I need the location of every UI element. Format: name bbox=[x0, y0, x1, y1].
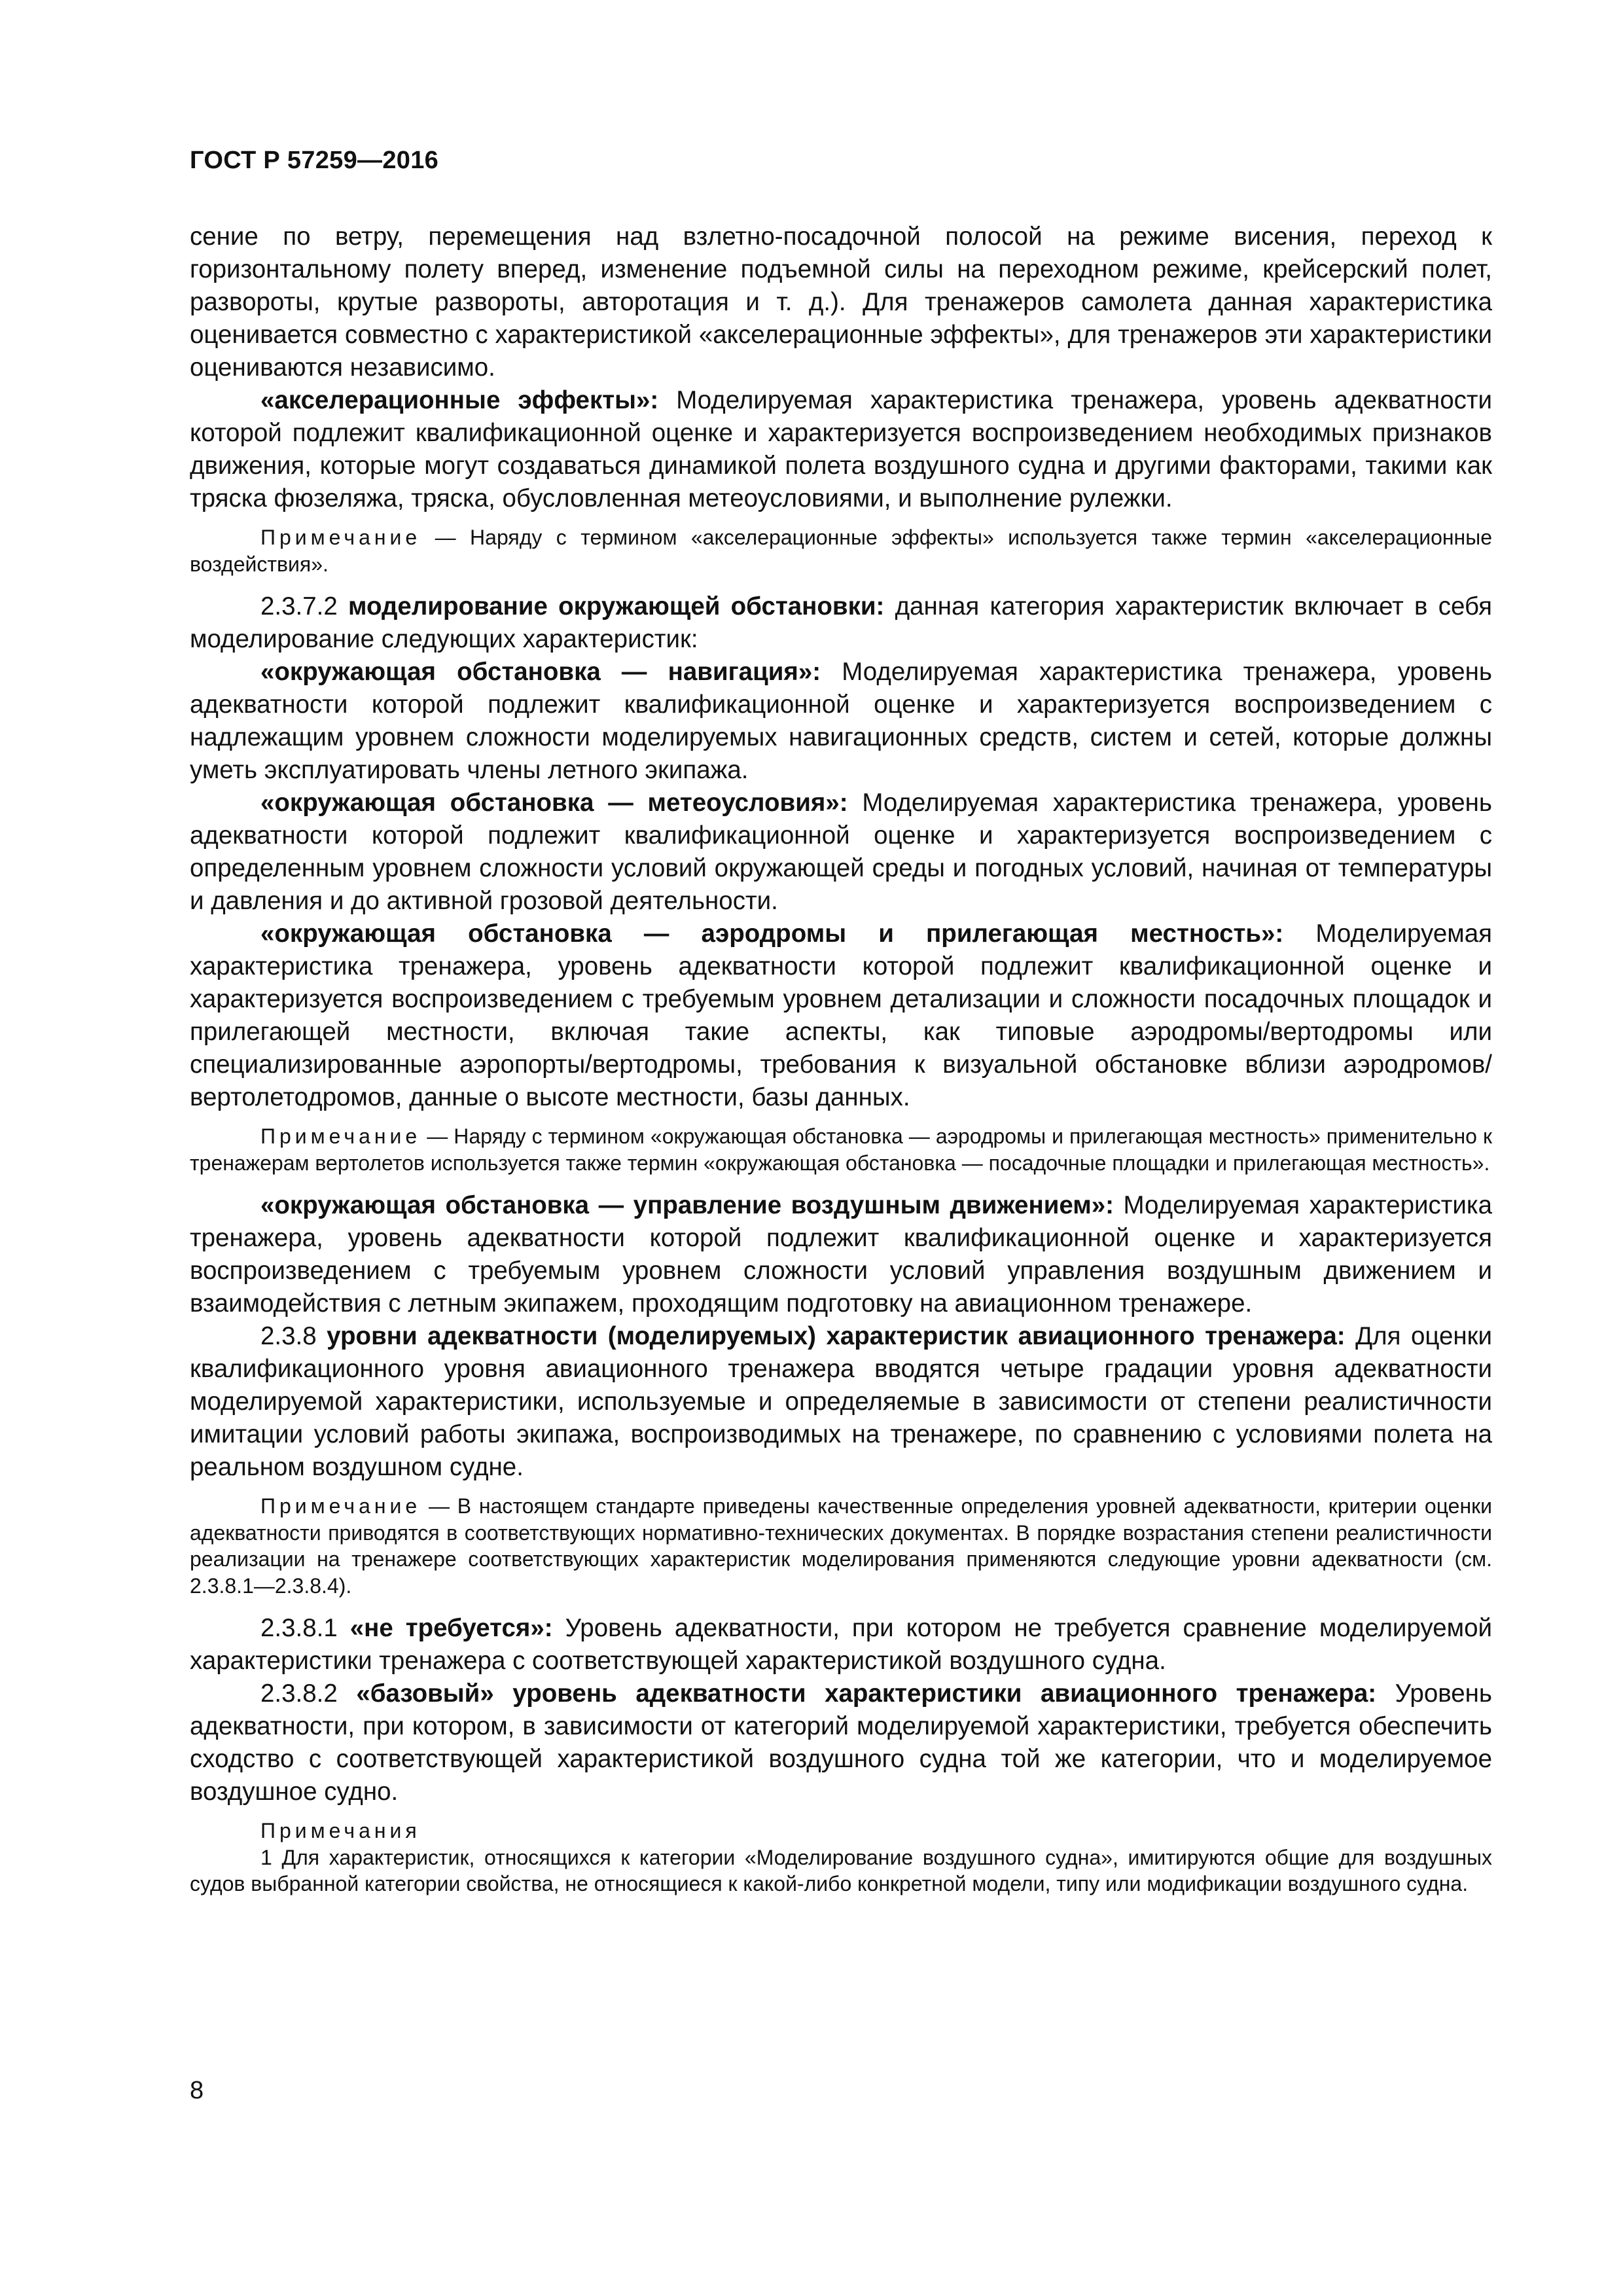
term: моделирование окружающей обстановки: bbox=[348, 592, 885, 620]
term: «окружающая обстановка — аэродромы и прилегающая местность»: bbox=[260, 920, 1284, 948]
definition-text: Моделируемая характеристика тренажера, уровень адекватности которой подлежит квалификационной оценке и характеризуется воспроизведением необходимых признаков движения, которые могут создаваться динамикой полета воздушного судна и другими факторами, такими как тряска фюзеляжа, тряска, обусловленная метеоусловиями, и выполнение рулежки. bbox=[190, 386, 1492, 512]
definition-text: Моделируемая характеристика тренажера, уровень адекватности которой подлежит квалификационной оценке и характеризуется воспроизведением с требуемым уровнем сложности условий управления воздушным движением и взаимодействия с летным экипажем, проходящим подготовку на авиационном тренажере. bbox=[190, 1191, 1492, 1318]
note-item bbox=[190, 1844, 1492, 1897]
note-text: — Наряду с термином «акселерационные эффекты» используется также термин «акселерационные воздействия». bbox=[190, 526, 1492, 576]
definition-text: Уровень адекватности, при котором не требуется сравнение моделируемой характеристики тренажера с соответствующей характеристикой воздушного судна. bbox=[190, 1614, 1493, 1675]
definition-text: данная категория характеристик включает в себя моделирование следующих характеристик: bbox=[190, 592, 1492, 653]
paragraph-text: сение по ветру, перемещения над взлетно-посадочной полосой на режиме висения, переход к горизонтальному полету вперед, изменение подъемной силы на переходном режиме, крейсерский полет, развороты, крутые развороты, авторотация и т. д.). Для тренажеров самолета данная характеристика оценивается совместно с характеристикой «акселерационные эффекты», для тренажеров эти характеристики оцениваются независимо. bbox=[190, 223, 1492, 382]
term: «не требуется»: bbox=[349, 1614, 553, 1642]
note bbox=[190, 1123, 1492, 1176]
definition-text: Для оценки квалификационного уровня авиационного тренажера вводятся четыре градации уровня адекватности моделируемой характеристики, используемые и определяемые в зависимости от степени реалистичности имитации условий работы экипажа, воспроизводимых на тренажере, по сравнению с условиями полета на реальном воздушном судне. bbox=[190, 1322, 1493, 1481]
paragraph-term-definition bbox=[190, 1189, 1492, 1320]
paragraph-clause bbox=[190, 590, 1492, 656]
clause-number: 2.3.7.2 bbox=[260, 592, 348, 620]
term: «окружающая обстановка — метеоусловия»: bbox=[260, 789, 848, 817]
document-page bbox=[190, 0, 1492, 2296]
clause-number: 2.3.8 bbox=[260, 1322, 327, 1350]
notes-heading-label: Примечания bbox=[260, 1819, 421, 1842]
definition-text: Моделируемая характеристика тренажера, уровень адекватности которой подлежит квалификационной оценке и характеризуется воспроизведением с надлежащим уровнем сложности моделируемых навигационных средств, систем и сетей, которые должны уметь эксплуатировать члены летного экипажа. bbox=[190, 658, 1492, 784]
term: «акселерационные эффекты»: bbox=[260, 386, 659, 414]
document-body bbox=[190, 221, 1492, 1897]
clause-number: 2.3.8.1 bbox=[260, 1614, 350, 1642]
note-text: — Наряду с термином «окружающая обстановка — аэродромы и прилегающая местность» применительно к тренажерам вертолетов используется также термин «окружающая обстановка — посадочные площадки и прилегающая местность». bbox=[190, 1124, 1492, 1175]
definition-text: Моделируемая характеристика тренажера, уровень адекватности которой подлежит квалификационной оценке и характеризуется воспроизведением с определенным уровнем сложности условий окружающей среды и погодных условий, начиная от температуры и давления и до активной грозовой деятельности. bbox=[190, 789, 1492, 915]
definition-text: Моделируемая характеристика тренажера, уровень адекватности которой подлежит квалификационной оценке и характеризуется воспроизведением с требуемым уровнем детализации и сложности посадочных площадок и прилегающей местности, включая такие аспекты, как типовые аэродромы/вертодромы или специализированные аэропорты/вертодромы, требования к визуальной обстановке вблизи аэродромов/вертолетодромов, данные о высоте местности, базы данных. bbox=[190, 920, 1492, 1111]
paragraph-term-definition bbox=[190, 656, 1492, 787]
paragraph-term-definition bbox=[190, 918, 1492, 1114]
term: «окружающая обстановка — управление воздушным движением»: bbox=[260, 1191, 1115, 1219]
paragraph bbox=[190, 221, 1492, 384]
term: «базовый» уровень адекватности характеристики авиационного тренажера: bbox=[356, 1679, 1377, 1708]
standard-code-header: ГОСТ Р 57259—2016 bbox=[190, 147, 439, 174]
paragraph-clause bbox=[190, 1320, 1492, 1484]
note-text: — В настоящем стандарте приведены качественные определения уровней адекватности, критерии оценки адекватности приводятся в соответствующих нормативно-технических документах. В порядке возрастания степени реалистичности реализации на тренажере соответствующих характеристик моделирования применяются следующие уровни адекватности (см. 2.3.8.1—2.3.8.4). bbox=[190, 1494, 1492, 1598]
note-item-text: 1 Для характеристик, относящихся к категории «Моделирование воздушного судна», имитируются общие для воздушных судов выбранной категории свойства, не относящиеся к какой-либо конкретной модели, типу или модификации воздушного судна. bbox=[190, 1845, 1492, 1895]
page-number: 8 bbox=[190, 2077, 204, 2104]
paragraph-clause bbox=[190, 1612, 1492, 1677]
note bbox=[190, 1493, 1492, 1599]
term: уровни адекватности (моделируемых) характеристик авиационного тренажера: bbox=[327, 1322, 1346, 1350]
definition-text: Уровень адекватности, при котором, в зависимости от категорий моделируемой характеристики, требуется обеспечить сходство с соответствующей характеристикой воздушного судна той же категории, что и моделируемое воздушное судно. bbox=[190, 1679, 1492, 1806]
note-label: Примечание bbox=[260, 1124, 421, 1148]
notes-heading bbox=[190, 1818, 1492, 1844]
note-label: Примечание bbox=[260, 526, 421, 549]
paragraph-clause bbox=[190, 1677, 1492, 1808]
term: «окружающая обстановка — навигация»: bbox=[260, 658, 821, 686]
note-label: Примечание bbox=[260, 1494, 421, 1518]
note bbox=[190, 524, 1492, 577]
clause-number: 2.3.8.2 bbox=[260, 1679, 357, 1708]
paragraph-term-definition bbox=[190, 787, 1492, 918]
paragraph-term-definition bbox=[190, 384, 1492, 515]
